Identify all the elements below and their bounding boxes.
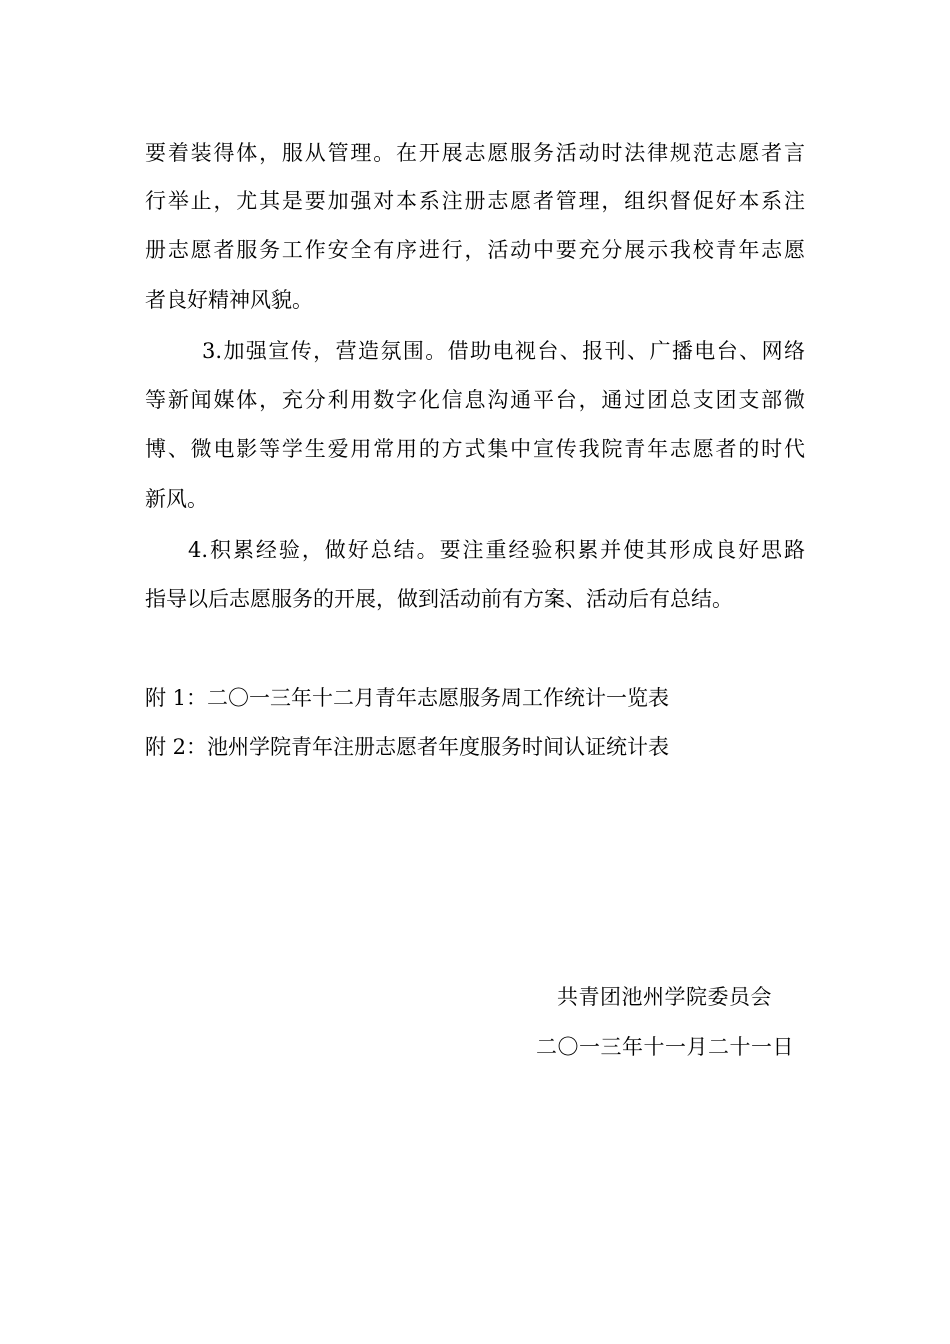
paragraph-line: 博、微电影等学生爱用常用的方式集中宣传我院青年志愿者的时代 xyxy=(145,437,805,461)
paragraph-line: 要着装得体，服从管理。在开展志愿服务活动时法律规范志愿者言 xyxy=(145,141,805,165)
attachment-1: 附 1：二〇一三年十二月青年志愿服务周工作统计一览表 xyxy=(145,686,670,710)
paragraph-line: 行举止，尤其是要加强对本系注册志愿者管理，组织督促好本系注 xyxy=(145,189,805,213)
attachment-2: 附 2：池州学院青年注册志愿者年度服务时间认证统计表 xyxy=(145,735,670,759)
paragraph-line: 者良好精神风貌。 xyxy=(145,288,313,312)
paragraph-line: 指导以后志愿服务的开展，做到活动前有方案、活动后有总结。 xyxy=(145,587,733,611)
paragraph-line-indented: 4.积累经验，做好总结。要注重经验积累并使其形成良好思路 xyxy=(188,538,805,562)
signature-organization: 共青团池州学院委员会 xyxy=(557,985,772,1009)
paragraph-line: 等新闻媒体，充分利用数字化信息沟通平台，通过团总支团支部微 xyxy=(145,388,805,412)
signature-date: 二〇一三年十一月二十一日 xyxy=(536,1035,794,1059)
paragraph-line: 册志愿者服务工作安全有序进行，活动中要充分展示我校青年志愿 xyxy=(145,238,805,262)
paragraph-line: 新风。 xyxy=(145,487,208,511)
paragraph-line-indented: 3.加强宣传，营造氛围。借助电视台、报刊、广播电台、网络 xyxy=(202,339,805,363)
